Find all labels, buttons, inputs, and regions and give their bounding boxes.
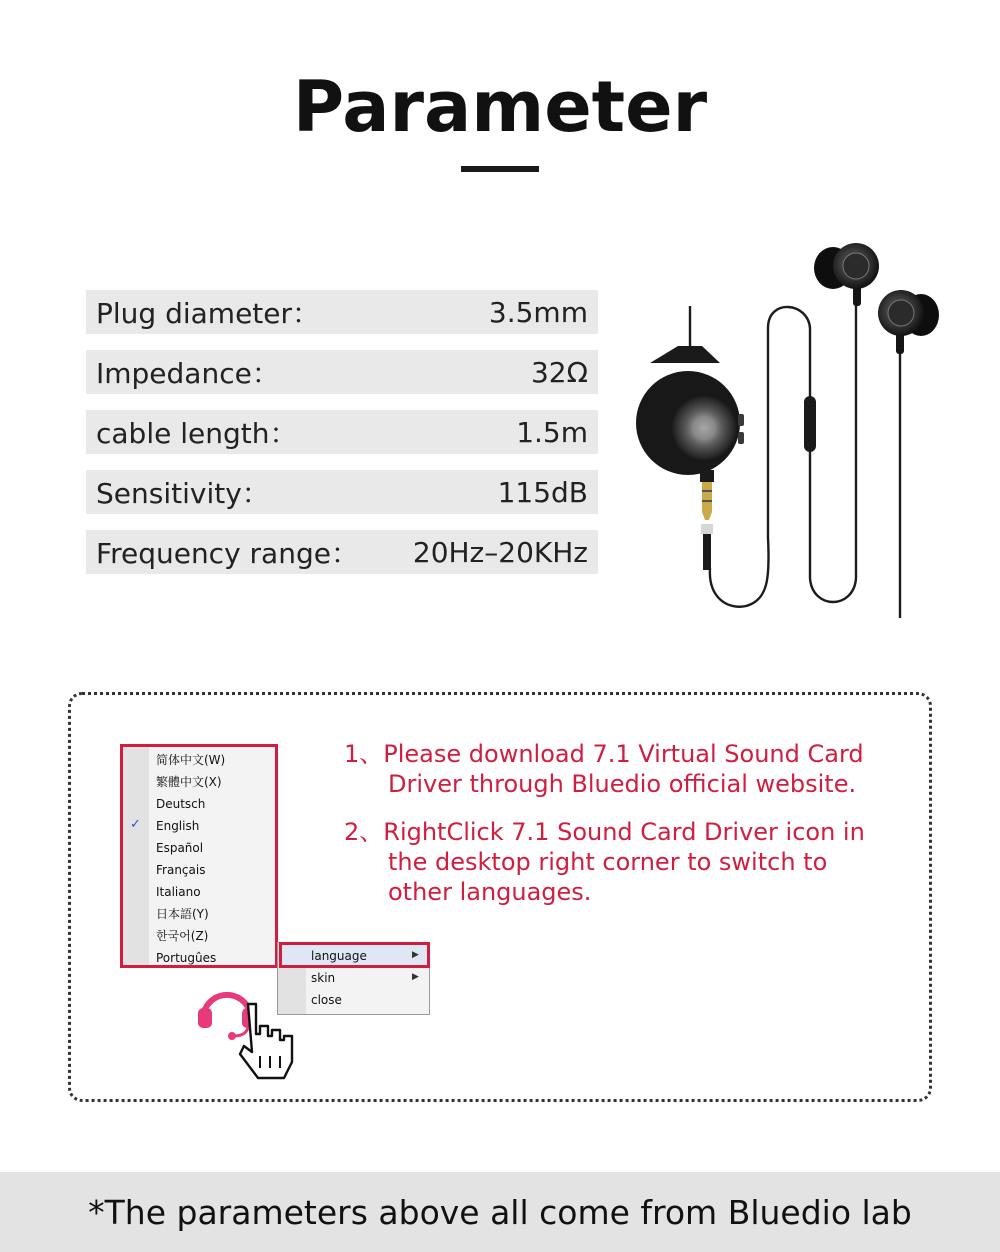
param-value: 1.5m bbox=[516, 415, 588, 449]
param-label: cable length： bbox=[96, 417, 298, 450]
param-value: 115dB bbox=[497, 475, 588, 509]
param-label: Plug diameter： bbox=[96, 297, 321, 330]
instruction-step-1-line-1: 1、Please download 7.1 Virtual Sound Card bbox=[344, 740, 864, 768]
footer-text: *The parameters above all come from Bluedio lab bbox=[88, 1192, 912, 1232]
instruction-step-2-line-1: 2、RightClick 7.1 Sound Card Driver icon in bbox=[344, 818, 865, 846]
context-item-language[interactable]: language bbox=[311, 949, 367, 963]
instruction-step-2-line-3: other languages. bbox=[388, 878, 592, 906]
check-icon: ✓ bbox=[130, 817, 141, 832]
param-value: 32Ω bbox=[530, 355, 588, 389]
menu-item-deutsch[interactable]: Deutsch bbox=[156, 797, 206, 811]
param-label: Impedance： bbox=[96, 357, 280, 390]
menu-item-espanol[interactable]: Español bbox=[156, 841, 204, 855]
param-row-impedance bbox=[86, 350, 598, 394]
param-label: Frequency range： bbox=[96, 537, 359, 570]
menu-gutter bbox=[123, 747, 149, 965]
param-value: 20Hz–20KHz bbox=[412, 535, 588, 569]
hand-cursor-icon bbox=[240, 1004, 292, 1078]
menu-item-japanese[interactable]: 日本語(Y) bbox=[156, 907, 209, 921]
title-underline bbox=[461, 166, 539, 172]
menu-item-italiano[interactable]: Italiano bbox=[156, 885, 201, 899]
menu-item-traditional-chinese[interactable]: 繁體中文(X) bbox=[156, 775, 222, 789]
menu-item-francais[interactable]: Français bbox=[156, 863, 206, 877]
param-row-plug-diameter bbox=[86, 290, 598, 334]
instruction-step-2-line-2: the desktop right corner to switch to bbox=[388, 848, 828, 876]
menu-item-portugues[interactable]: Portugûes bbox=[156, 951, 217, 965]
submenu-arrow-icon: ▶ bbox=[412, 950, 419, 960]
page-title: Parameter bbox=[292, 66, 708, 148]
submenu-arrow-icon: ▶ bbox=[412, 972, 419, 982]
context-item-close[interactable]: close bbox=[311, 993, 342, 1007]
earphones-product-image bbox=[628, 238, 968, 624]
headset-cursor-group bbox=[196, 982, 306, 1082]
param-row-cable-length bbox=[86, 410, 598, 454]
param-value: 3.5mm bbox=[488, 295, 588, 329]
param-row-frequency-range bbox=[86, 530, 598, 574]
language-menu bbox=[120, 744, 278, 968]
footer-note bbox=[0, 1172, 1000, 1252]
context-item-skin[interactable]: skin bbox=[311, 971, 336, 985]
menu-item-simplified-chinese[interactable]: 简体中文(W) bbox=[156, 753, 226, 767]
param-row-sensitivity bbox=[86, 470, 598, 514]
instruction-step-1-line-2: Driver through Bluedio official website. bbox=[388, 770, 857, 798]
headset-icon[interactable] bbox=[198, 995, 256, 1040]
param-label: Sensitivity： bbox=[96, 477, 270, 510]
menu-item-english[interactable]: English bbox=[156, 819, 200, 833]
menu-item-korean[interactable]: 한국어(Z) bbox=[156, 929, 209, 943]
